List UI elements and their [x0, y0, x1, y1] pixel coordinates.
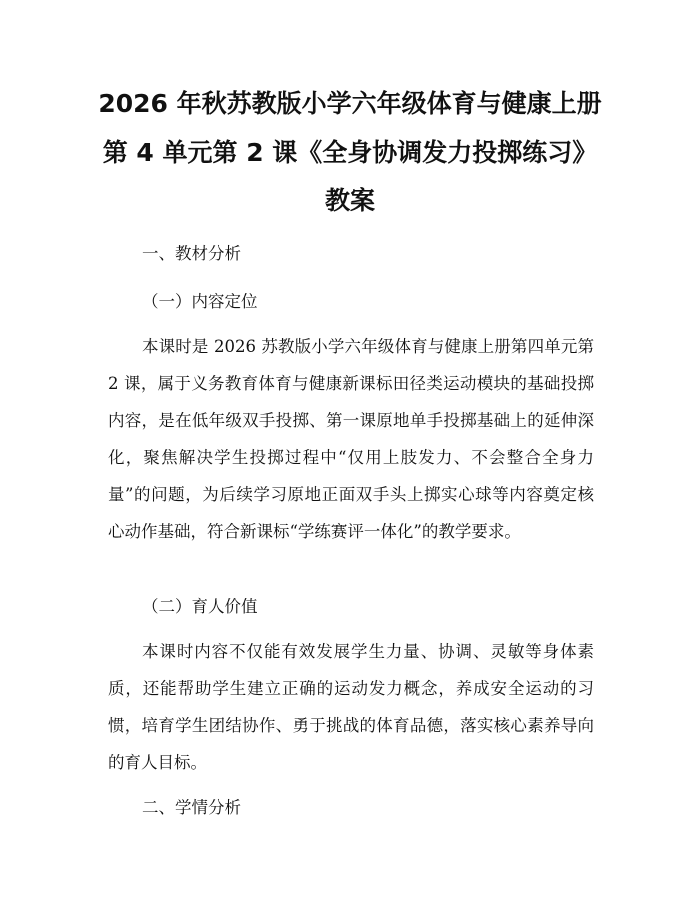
document-title-line-2: 第 4 单元第 2 课《全身协调发力投掷练习》 [102, 138, 598, 167]
document-title-line-1: 2026 年秋苏教版小学六年级体育与健康上册 [98, 89, 602, 118]
section-heading-learner-analysis: 二、学情分析 [142, 798, 241, 817]
paragraph-educational-value: 本课时内容不仅能有效发展学生力量、协调、灵敏等身体素质，还能帮助学生建立正确的运动发力概念，养成安全运动的习惯，培育学生团结协作、勇于挑战的体育品德，落实核心素养导向的育人目标。 [108, 642, 594, 772]
section-heading-textbook-analysis: 一、教材分析 [142, 244, 241, 263]
subsection-heading-educational-value: （二）育人价值 [142, 597, 258, 616]
paragraph-content-positioning: 本课时是 2026 苏教版小学六年级体育与健康上册第四单元第 2 课，属于义务教育体育与健康新课标田径类运动模块的基础投掷内容，是在低年级双手投掷、第一课原地单手投掷基础上的延伸深化，聚焦解决学生投掷过程中“仅用上肢发力、不会整合全身力量”的问题，为后续学习原地正面双手头上掷实心球等内容奠定核心动作基础，符合新课标“学练赛评一体化”的教学要求。 [108, 337, 594, 541]
subsection-heading-content-positioning: （一）内容定位 [142, 292, 258, 311]
document-title-line-3: 教案 [324, 186, 375, 215]
